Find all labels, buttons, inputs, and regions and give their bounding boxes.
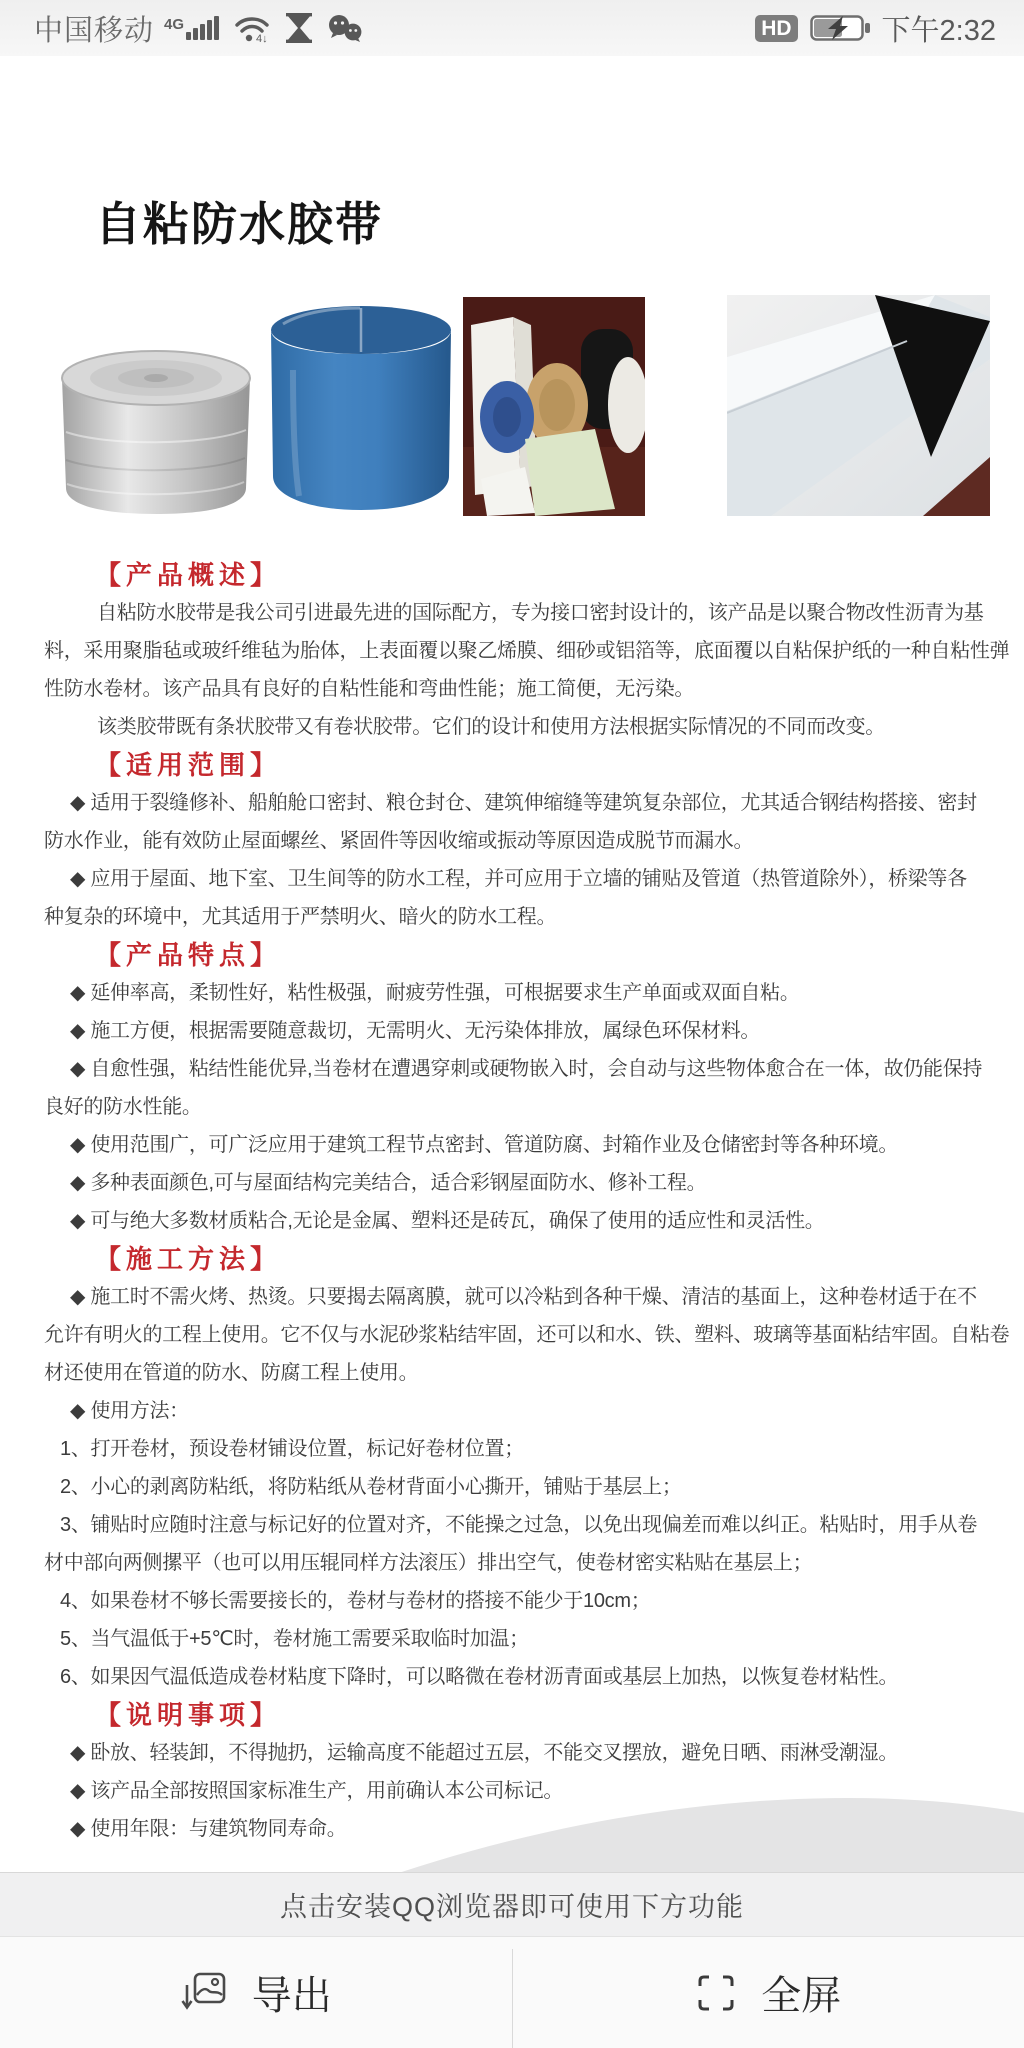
text-line: ◆ 使用年限：与建筑物同寿命。 [70,1818,347,1840]
text-line: 性防水卷材。该产品具有良好的自粘性能和弯曲性能；施工简便，无污染。 [44,678,695,700]
text-line: 6、如果因气温低造成卷材粘度下降时，可以略微在卷材沥青面或基层上加热，以恢复卷材粘性。 [60,1666,899,1688]
fullscreen-icon [695,1972,737,2014]
fullscreen-button[interactable] [513,1937,1024,2048]
clock-label: 下午2:32 [881,14,996,47]
text-line: ◆ 多种表面颜色,可与屋面结构完美结合，适合彩钢屋面防水、修补工程。 [70,1172,707,1194]
doc-body [0,556,1024,1848]
battery-charging-icon [810,13,872,43]
section-header: 【产品概述】 [95,560,282,590]
wifi-icon [233,13,271,43]
text-line: 5、当气温低于+5℃时，卷材施工需要采取临时加温； [60,1628,529,1650]
text-line: ◆ 使用范围广，可广泛应用于建筑工程节点密封、管道防腐、封箱作业及仓储密封等各种环境。 [70,1134,899,1156]
text-line: 4、如果卷材不够长需要接长的，卷材与卷材的搭接不能少于10cm； [60,1590,651,1612]
text-line: 材还使用在管道的防水、防腐工程上使用。 [44,1362,419,1384]
signal-bars-icon [186,16,219,40]
product-image-blue-roll [263,300,459,516]
network-4g-badge: 4G [164,15,185,33]
product-image-silver-roll [56,342,262,516]
text-line: ◆ 自愈性强，粘结性能优异,当卷材在遭遇穿刺或硬物嵌入时，会自动与这些物体愈合在一体，故仍能保持 [70,1058,983,1080]
text-line: ◆ 卧放、轻装卸，不得抛扔，运输高度不能超过五层，不能交叉摆放，避免日晒、雨淋受潮湿。 [70,1742,899,1764]
text-line: 允许有明火的工程上使用。它不仅与水泥砂浆粘结牢固，还可以和水、铁、塑料、玻璃等基面粘结牢固。自粘卷 [44,1324,1010,1346]
text-line: ◆ 施工方便，根据需要随意裁切，无需明火、无污染体排放，属绿色环保材料。 [70,1020,761,1042]
page-title: 自粘防水胶带 [95,198,383,250]
text-line: 防水作业，能有效防止屋面螺丝、紧固件等因收缩或振动等原因造成脱节而漏水。 [44,830,754,852]
text-line: 材中部向两侧摞平（也可以用压辊同样方法滚压）排出空气，使卷材密实粘贴在基层上； [44,1552,813,1574]
section-header: 【适用范围】 [95,750,282,780]
export-label: 导出 [251,1974,332,2018]
product-image-membrane-sheet [727,295,990,516]
carrier-label: 中国移动 [34,14,155,47]
hourglass-icon [285,13,313,43]
status-bar [0,0,1024,56]
text-line: ◆ 可与绝大多数材质粘合,无论是金属、塑料还是砖瓦，确保了使用的适应性和灵活性。 [70,1210,825,1232]
section-header: 【产品特点】 [95,940,282,970]
export-button[interactable] [0,1937,512,2048]
banner-text: 点击安装QQ浏览器即可使用下方功能 [279,1892,744,1922]
hd-badge: HD [755,15,797,42]
text-line: 1、打开卷材，预设卷材铺设位置，标记好卷材位置； [60,1438,524,1460]
text-line: 该类胶带既有条状胶带又有卷状胶带。它们的设计和使用方法根据实际情况的不同而改变。 [97,716,885,738]
fullscreen-label: 全屏 [761,1974,842,2018]
text-line: 2、小心的剥离防粘纸，将防粘纸从卷材背面小心撕开，铺贴于基层上； [60,1476,682,1498]
qq-browser-install-banner[interactable] [0,1872,1024,1936]
export-image-icon [180,1969,228,2017]
text-line: ◆ 延伸率高，柔韧性好，粘性极强，耐疲劳性强，可根据要求生产单面或双面自粘。 [70,982,800,1004]
text-line: ◆ 施工时不需火烤、热烫。只要揭去隔离膜，就可以冷粘到各种干燥、清洁的基面上，这种卷材适于在不 [70,1286,977,1308]
text-line: 自粘防水胶带是我公司引进最先进的国际配方，专为接口密封设计的，该产品是以聚合物改性沥青为基 [97,602,984,624]
text-line: ◆ 适用于裂缝修补、船舶舱口密封、粮仓封仓、建筑伸缩缝等建筑复杂部位，尤其适合钢结构搭接、密封 [70,792,977,814]
text-line: 良好的防水性能。 [44,1096,202,1118]
text-line: ◆ 使用方法： [70,1400,189,1422]
wechat-icon [327,14,363,42]
section-header: 【施工方法】 [95,1244,282,1274]
text-line: 3、铺贴时应随时注意与标记好的位置对齐，不能操之过急，以免出现偏差而难以纠正。粘贴时，用手从卷 [60,1514,978,1536]
text-line: 种复杂的环境中，尤其适用于严禁明火、暗火的防水工程。 [44,906,557,928]
svg-text:4↓: 4↓ [256,33,268,43]
section-header: 【说明事项】 [95,1700,282,1730]
bottom-toolbar [0,1936,1024,2048]
product-image-assorted-rolls [463,297,645,516]
text-line: ◆ 应用于屋面、地下室、卫生间等的防水工程，并可应用于立墙的铺贴及管道（热管道除外），桥梁等各 [70,868,967,890]
text-line: 料，采用聚脂毡或玻纤维毡为胎体，上表面覆以聚乙烯膜、细砂或铝箔等，底面覆以自粘保护纸的一种自粘性弹 [44,640,1010,662]
text-line: ◆ 该产品全部按照国家标准生产，用前确认本公司标记。 [70,1780,564,1802]
